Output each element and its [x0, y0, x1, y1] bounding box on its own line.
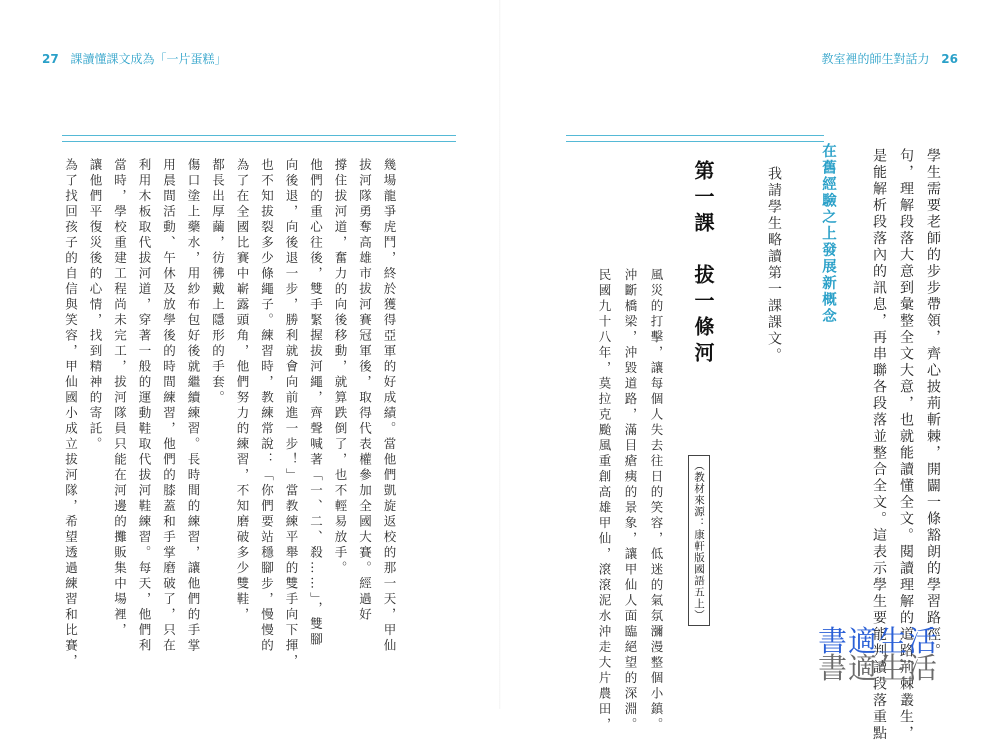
lesson-body-text — [591, 268, 669, 733]
right-page-number: 26 — [941, 52, 958, 66]
text-column: 向後退，向後退一步，勝利就會向前進一步！」當教練平舉的雙手向下揮， — [284, 158, 299, 670]
text-column: 傷口塗上藥水，用紗布包好後就繼續練習。長時間的練習，讓他們的手掌 — [186, 158, 201, 654]
text-column: 為了在全國比賽中嶄露頭角，他們努力的練習，不知磨破多少雙鞋， — [235, 158, 250, 623]
text-column: 沖斷橋梁，沖毀道路，滿目瘡痍的景象，讓甲仙人面臨絕望的深淵。 — [623, 268, 638, 733]
left-page — [0, 0, 500, 709]
text-column: 也不知拔裂多少條繩子。練習時，教練常說：「你們要站穩腳步，慢慢的 — [259, 158, 275, 654]
watermark-logo-shadow: 書適生活 — [818, 651, 939, 685]
text-column: 是能解析段落內的訊息，再串聯各段落並整合全文。這表示學生要能判讀段落重點 — [871, 148, 887, 742]
text-column: 利用木板取代拔河道，穿著一般的運動鞋取代拔河鞋練習。每天，他們利 — [137, 158, 152, 654]
text-column: 為了找回孩子的自信與笑容，甲仙國小成立拔河隊，希望透過練習和比賽， — [63, 158, 79, 670]
left-page-number: 27 — [42, 52, 59, 66]
right-running-header — [821, 50, 966, 67]
text-column: 學生需要老師的步步帶領，齊心披荊斬棘，開闢一條豁朗的學習路徑。 — [925, 148, 941, 660]
section-subheading: 在舊經驗之上發展新概念 — [820, 143, 837, 325]
text-column: 句，理解段落大意到彙整全文大意，也就能讀懂全文。閱讀理解的道路荊棘叢生， — [898, 148, 914, 742]
text-column: 讓他們平復災後的心情，找到精神的寄託。 — [88, 158, 103, 453]
text-column: 拔河隊勇奪高雄市拔河賽冠軍後，取得代表權參加全國大賽。經過好 — [357, 158, 373, 623]
right-top-rule-thin — [566, 141, 824, 142]
text-column: 都長出厚繭，彷彿戴上隱形的手套。 — [210, 158, 226, 406]
intro-text: 我請學生略讀第一課課文。 — [766, 166, 782, 364]
watermark-logo: 書適生活 — [818, 624, 939, 658]
right-top-rule — [566, 135, 824, 136]
text-column: 風災的打擊，讓每個人失去往日的笑容，低迷的氣氛瀰漫整個小鎮。 — [649, 268, 664, 733]
text-column: 民國九十八年，莫拉克颱風重創高雄甲仙，滾滾泥水沖走大片農田， — [597, 268, 612, 733]
text-column: 他們的重心往後，雙手緊握拔河繩，齊聲喊著「一、二、殺……」，雙腳 — [308, 158, 324, 648]
left-running-header — [34, 50, 227, 67]
right-book-title: 教室裡的師生對話力 — [821, 52, 930, 66]
lesson-title: 第一課 拔一條河 — [691, 160, 715, 368]
lesson-source-box: （教材來源：康軒版國語五上） — [688, 455, 710, 626]
left-top-rule — [62, 135, 456, 136]
text-column: 撐住拔河道，奮力的向後移動，就算跌倒了，也不輕易放手。 — [333, 158, 348, 577]
text-column: 用晨間活動、午休及放學後的時間練習，他們的膝蓋和手掌磨破了，只在 — [161, 158, 177, 654]
left-top-rule-thin — [62, 141, 456, 142]
text-column: 幾場龍爭虎鬥，終於獲得亞軍的好成績。當他們凱旋返校的那一天，甲仙 — [382, 158, 397, 654]
text-column: 當時，學校重建工程尚未完工，拔河隊員只能在河邊的攤販集中場裡， — [112, 158, 128, 639]
left-chapter-title: 課讀懂課文成為「一片蛋糕」 — [70, 52, 227, 66]
left-body-text — [58, 158, 401, 670]
